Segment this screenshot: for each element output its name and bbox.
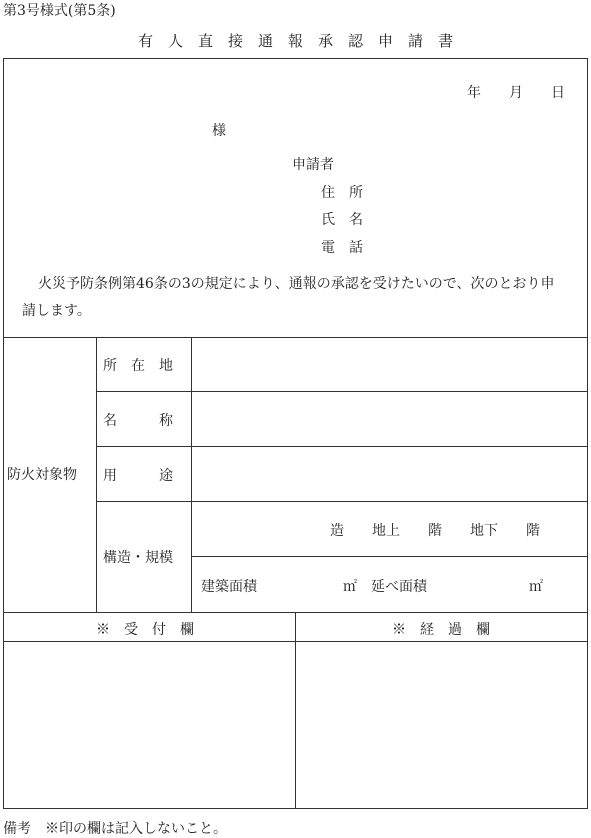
divider-label-column: [191, 337, 192, 612]
footnote: 備考 ※印の欄は記入しないこと。: [3, 821, 227, 837]
divider-structure-subrow: [191, 556, 588, 557]
applicant-heading: 申請者: [292, 157, 334, 173]
applicant-address-label: 住 所: [321, 185, 363, 201]
floor-area-label: 延べ面積: [371, 579, 427, 595]
progress-label: ※ 経 過 欄: [392, 622, 490, 638]
request-text-line-2: 請します。: [22, 303, 91, 319]
request-text-line-1: 火災予防条例第46条の3の規定により、通報の承認を受けたいので、次のとおり申: [38, 276, 555, 292]
addressee-suffix: 様: [212, 123, 226, 139]
form-title: 有 人 直 接 通 報 承 認 申 請 書: [137, 32, 453, 50]
building-area-label: 建築面積: [201, 579, 257, 595]
building-area-unit: ㎡: [343, 579, 357, 595]
structure-floors-line: 造 地上 階 地下 階: [330, 523, 540, 539]
floor-area-unit: ㎡: [529, 579, 543, 595]
divider-use-row: [96, 501, 588, 502]
use-label: 用 途: [103, 468, 173, 484]
divider-applicant-section: [3, 337, 588, 338]
divider-office-columns: [295, 612, 296, 809]
reception-label: ※ 受 付 欄: [96, 622, 194, 638]
applicant-name-label: 氏 名: [321, 212, 363, 228]
applicant-phone-label: 電 話: [321, 240, 363, 256]
divider-name-row: [96, 446, 588, 447]
divider-location-row: [96, 391, 588, 392]
structure-label: 構造・規模: [103, 550, 173, 566]
target-group-label: 防火対象物: [7, 467, 77, 483]
name-label: 名 称: [103, 413, 173, 429]
location-label: 所 在 地: [103, 358, 173, 374]
divider-group-column: [96, 337, 97, 612]
form-number: 第3号様式(第5条): [3, 3, 116, 19]
date-line: 年 月 日: [467, 85, 565, 101]
